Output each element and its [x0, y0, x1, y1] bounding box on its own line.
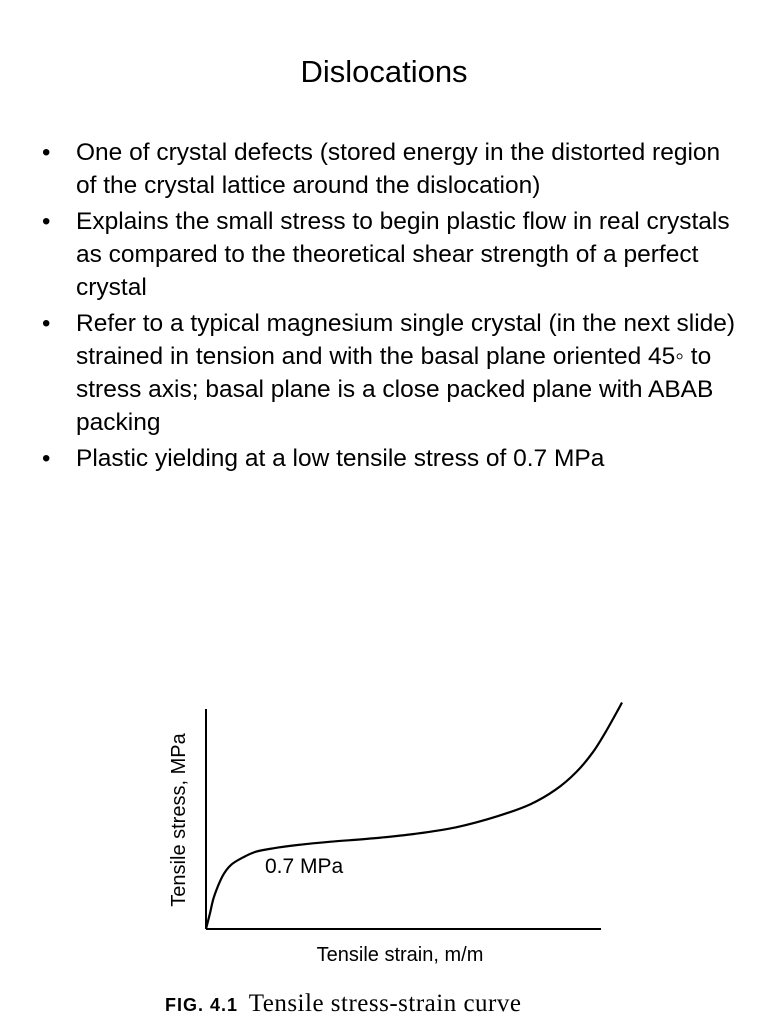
bullet-icon: •	[42, 139, 51, 166]
bullet-item	[40, 136, 740, 202]
stress-strain-curve	[206, 703, 622, 930]
x-axis-label: Tensile strain, m/m	[316, 944, 484, 966]
stress-strain-chart	[150, 685, 630, 1024]
bullet-item	[40, 205, 740, 304]
chart-svg	[150, 685, 630, 985]
bullet-text: Refer to a typical magnesium single crystal (in the next slide) strained in tension and with the basal plane oriented 45◦ to stress axis; basal plane is a close packed plane with ABAB packing	[76, 310, 736, 436]
bullet-text: Explains the small stress to begin plastic flow in real crystals as compared to the theoretical shear strength of a perfect crystal	[76, 208, 730, 301]
y-axis-label: Tensile stress, MPa	[168, 733, 190, 907]
bullet-item	[40, 442, 740, 475]
bullet-text: Plastic yielding at a low tensile stress of 0.7 MPa	[76, 445, 605, 472]
bullet-item	[40, 307, 740, 439]
slide-title: Dislocations	[300, 54, 468, 89]
bullet-text: One of crystal defects (stored energy in the distorted region of the crystal lattice around the dislocation)	[76, 139, 721, 199]
bullet-icon: •	[42, 310, 51, 337]
bullet-list	[40, 136, 740, 478]
figure-label: FIG. 4.1	[165, 995, 239, 1015]
figure-caption	[165, 988, 521, 1021]
figure-caption-text: Tensile stress-strain curve	[248, 990, 522, 1017]
annotation-label: 0.7 MPa	[265, 855, 344, 878]
bullet-icon: •	[42, 445, 51, 472]
bullet-icon: •	[42, 208, 51, 235]
